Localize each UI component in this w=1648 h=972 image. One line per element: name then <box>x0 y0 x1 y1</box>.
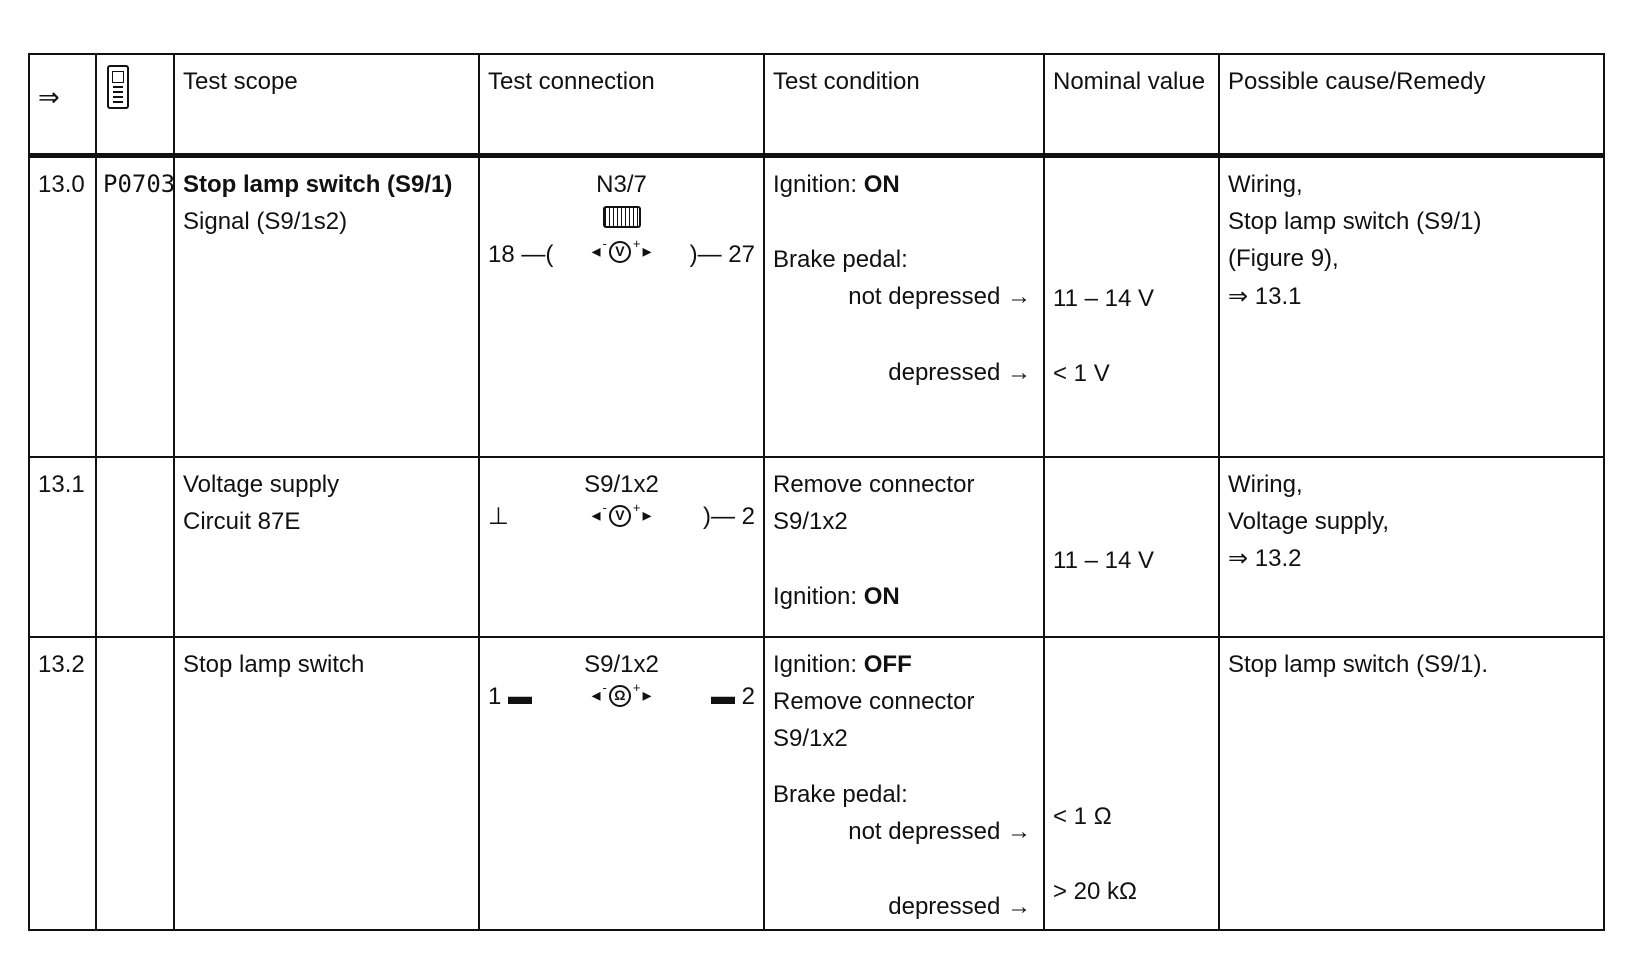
brake-pedal-label: Brake pedal: <box>773 246 908 274</box>
test-condition-cell <box>764 156 1044 458</box>
scope-title: Stop lamp switch (S9/1) <box>183 171 453 198</box>
connection-label: S9/1x2 <box>584 471 659 498</box>
ignition-line: Ignition: ON <box>773 583 900 611</box>
pin-right: )— 2 <box>702 503 755 530</box>
remove-connector-label: Remove connector S9/1x2 <box>773 688 975 753</box>
remove-connector-label: Remove connector S9/1x2 <box>773 471 975 536</box>
nominal-value-cell <box>1044 457 1219 637</box>
header-test-connection: Test connection <box>479 54 764 156</box>
scope-title: Voltage supply <box>183 471 340 498</box>
pin-right: )— 27 <box>689 241 755 268</box>
connection-diagram <box>488 166 755 286</box>
header-icon-cell <box>96 54 174 156</box>
connection-label: S9/1x2 <box>584 651 659 678</box>
scope-subtitle: Signal (S9/1s2) <box>183 208 348 236</box>
remedy-line: (Figure 9), <box>1228 245 1339 273</box>
test-condition-cell <box>764 637 1044 930</box>
ground-symbol: ⊥ <box>488 503 509 530</box>
pin-left: 18 —( <box>488 241 554 268</box>
table-header-row <box>29 54 1604 156</box>
nominal-value-cell <box>1044 637 1219 930</box>
remedy-line: Stop lamp switch (S9/1) <box>1228 208 1482 236</box>
header-possible-cause: Possible cause/Remedy <box>1219 54 1604 156</box>
test-scope-cell <box>174 156 479 458</box>
remedy-line: Stop lamp switch (S9/1). <box>1228 651 1489 678</box>
remedy-cell <box>1219 637 1604 930</box>
header-test-condition: Test condition <box>764 54 1044 156</box>
step-number: 13.1 <box>29 457 96 637</box>
connection-diagram <box>488 466 755 586</box>
test-scope-cell <box>174 637 479 930</box>
table-row <box>29 457 1604 637</box>
control-unit-icon <box>603 206 641 228</box>
header-test-scope: Test scope <box>174 54 479 156</box>
ignition-line: Ignition: ON <box>773 171 900 198</box>
remedy-cell <box>1219 457 1604 637</box>
not-depressed-label: not depressed → <box>848 817 1031 845</box>
fault-code <box>96 637 174 930</box>
scope-title: Stop lamp switch <box>183 651 365 678</box>
nominal-depressed: > 20 kΩ <box>1053 878 1137 906</box>
test-connection-cell <box>479 637 764 930</box>
pin-left: 1 ▬ <box>488 683 533 710</box>
ignition-line: Ignition: OFF <box>773 651 912 678</box>
test-connection-cell <box>479 457 764 637</box>
fault-code <box>96 457 174 637</box>
table-row <box>29 637 1604 930</box>
test-scope-cell <box>174 457 479 637</box>
fault-code: P0703 <box>96 156 174 458</box>
connection-diagram <box>488 646 755 766</box>
depressed-label: depressed → <box>888 358 1031 386</box>
nominal-not-depressed: 11 – 14 V <box>1053 285 1154 312</box>
remedy-line: ⇒ 13.2 <box>1228 545 1302 573</box>
depressed-label: depressed → <box>888 892 1031 920</box>
header-arrow: ⇒ <box>29 54 96 156</box>
header-nominal-value: Nominal value <box>1044 54 1219 156</box>
test-condition-cell <box>764 457 1044 637</box>
nominal-value-cell <box>1044 156 1219 458</box>
nominal-depressed: < 1 V <box>1053 360 1110 388</box>
nominal-value: 11 – 14 V <box>1053 547 1154 574</box>
scope-subtitle: Circuit 87E <box>183 508 301 536</box>
not-depressed-label: not depressed → <box>848 283 1031 311</box>
step-number: 13.0 <box>29 156 96 458</box>
test-table <box>28 53 1605 931</box>
table-row <box>29 156 1604 458</box>
nominal-not-depressed: < 1 Ω <box>1053 803 1112 830</box>
test-table-sheet <box>28 53 1603 920</box>
remedy-line: ⇒ 13.1 <box>1228 282 1302 310</box>
remedy-cell <box>1219 156 1604 458</box>
connection-label: N3/7 <box>596 171 647 198</box>
remedy-line: Wiring, <box>1228 471 1303 498</box>
ohmmeter-icon: ◂ - Ω + ▸ <box>591 679 652 705</box>
remedy-line: Voltage supply, <box>1228 508 1390 536</box>
step-number: 13.2 <box>29 637 96 930</box>
pin-right: ▬ 2 <box>710 683 755 710</box>
voltmeter-icon: ◂ - V + ▸ <box>591 235 652 261</box>
diagnostic-tester-icon <box>107 65 129 109</box>
test-connection-cell <box>479 156 764 458</box>
voltmeter-icon: ◂ - V + ▸ <box>591 499 652 525</box>
remedy-line: Wiring, <box>1228 171 1303 198</box>
brake-pedal-label: Brake pedal: <box>773 780 908 808</box>
